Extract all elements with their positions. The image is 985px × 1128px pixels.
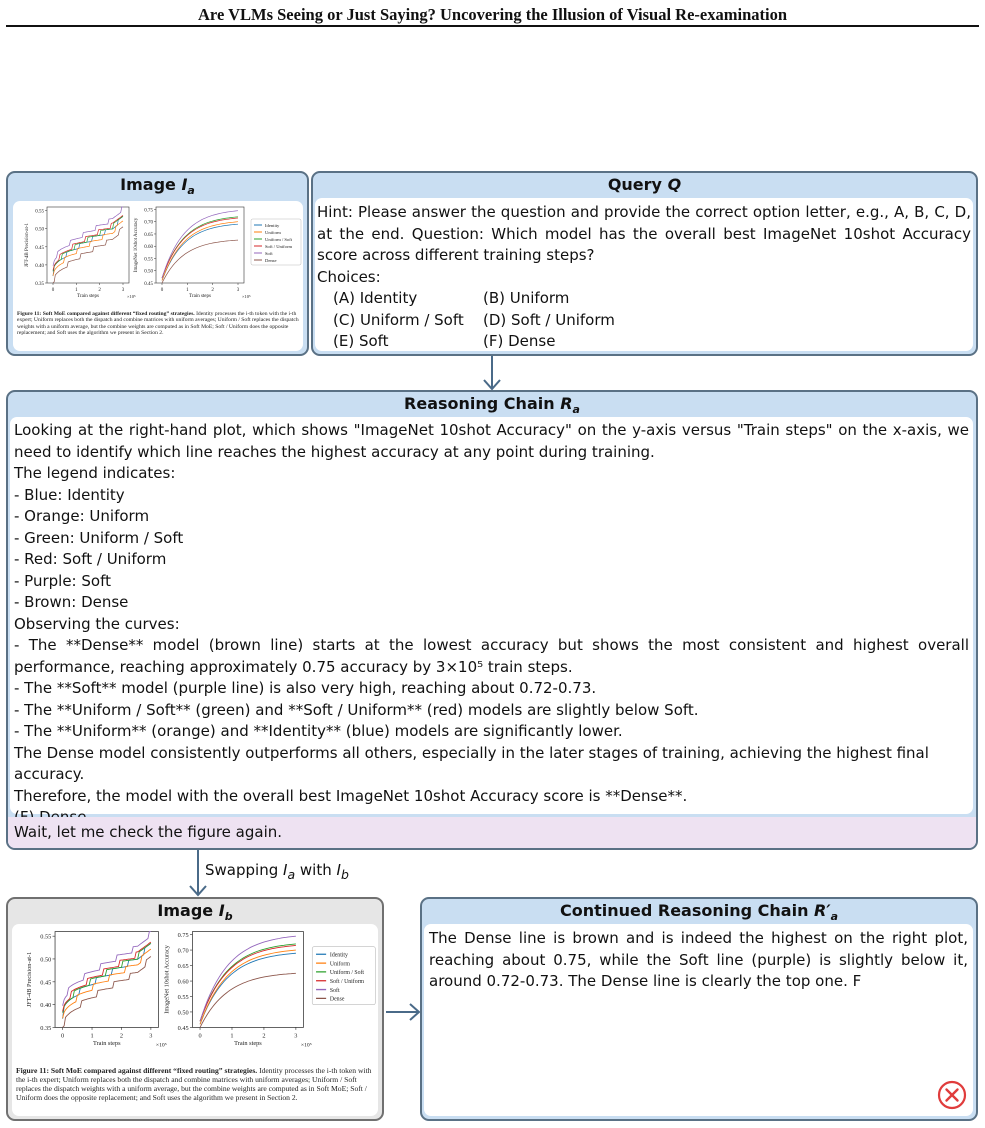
continued-title: Continued Reasoning Chain $R'_a$ [559,901,839,924]
swap-label: Swapping $I_a$ with $I_b$ [205,861,349,882]
query-choices [333,288,971,353]
query-panel [311,171,978,356]
y-tick-label: 0.55 [40,933,52,941]
choice-f: (F) Dense [483,332,556,350]
y-tick-label: 0.50 [40,956,52,964]
x-tick-label: 2 [119,1032,124,1040]
axes-frame [156,207,244,283]
reasoning-line: - The **Uniform / Soft** (green) and **Soft / Uniform** (red) models are slightly below Soft. [14,700,699,719]
x-tick-label: 3 [236,288,240,293]
x-circle-icon [937,1080,967,1110]
axes-frame [55,932,158,1028]
series-line-soft-uniform [162,218,238,278]
paper-title: Are VLMs Seeing or Just Saying? Uncovering the Illusion of Visual Re-examination [198,5,787,24]
x-tick-label: 3 [294,1032,298,1040]
axes-frame [47,207,129,283]
series-line-dense [162,240,238,283]
image-b-panel [6,897,384,1121]
series-line-uniform [162,222,238,281]
y-tick-label: 0.35 [35,282,44,287]
y-tick-label: 0.60 [177,978,189,986]
image-a-plots [13,201,303,313]
y-tick-label: 0.40 [40,1002,52,1010]
x-multiplier: ×10⁵ [127,294,136,299]
reasoning-line: The Dense model consistently outperforms all others, especially in the later stages of training, achieving the highest final accuracy. [14,743,929,783]
reasoning-line: - Brown: Dense [14,593,129,611]
legend-label: Dense [329,996,345,1003]
y-tick-label: 0.50 [144,269,153,275]
legend-label: Uniform [265,229,281,235]
y-tick-label: 0.40 [35,263,44,269]
legend-label: Soft / Uniform [265,243,293,249]
y-axis-label: ImageNet 10shot Accuracy [134,217,139,273]
x-tick-label: 2 [98,288,101,293]
query-body [315,198,973,351]
continued-panel [420,897,978,1121]
y-tick-label: 0.45 [144,282,153,287]
image-a-caption: Figure 11: Soft MoE compared against different “fixed routing” strategies. Identity processes the i-th token with the i-th expert; Uniform replaces both the dispatch and combine matrices with uniform averages; Uniform / Soft replaces the dispatch weights with a uniform average, but the combine weights are computed as in Soft MoE; Soft / Uniform does the opposite replacement; and Soft uses the algorithm we present in Section 2. [17,311,299,337]
y-tick-label: 0.60 [144,245,153,251]
x-axis-label: Train steps [189,294,211,299]
series-line-soft [200,936,296,1021]
y-tick-label: 0.35 [40,1024,52,1032]
x-axis-label: Train steps [92,1040,121,1048]
reasoning-line: - Red: Soft / Uniform [14,550,167,568]
y-tick-label: 0.70 [144,220,153,226]
reasoning-line: - Orange: Uniform [14,507,150,525]
reasoning-intro: Looking at the right-hand plot, which shows "ImageNet 10shot Accuracy" on the y-axis versus "Train steps" on the x-axis, we need to identify which line reaches the highest accuracy at any point during training. [14,421,969,461]
wait-text: Wait, let me check the figure again. [14,823,283,841]
series-line-uniform-soft [200,944,296,1021]
series-line-dense [53,227,123,283]
y-tick-label: 0.45 [35,245,44,251]
choice-b: (B) Uniform [483,289,570,307]
legend-label: Soft [329,987,340,994]
x-tick-label: 0 [198,1032,202,1040]
legend-label: Identity [329,952,348,959]
reasoning-line: Therefore, the model with the overall best ImageNet 10shot Accuracy score is **Dense**. [14,786,688,805]
series-line-uniform-soft [162,217,238,278]
x-tick-label: 2 [211,288,214,293]
reasoning-line: Observing the curves: [14,614,180,633]
reasoning-line: The legend indicates: [14,464,176,482]
x-multiplier: ×10⁵ [155,1042,167,1049]
x-axis-label: Train steps [77,294,99,299]
y-tick-label: 0.65 [144,232,153,238]
y-tick-label: 0.75 [177,932,189,940]
x-tick-label: 3 [121,288,125,293]
series-line-soft [162,211,238,278]
reasoning-line: - Blue: Identity [14,485,125,504]
down-arrow-1 [480,356,504,392]
image-b-plots [12,924,378,1069]
right-arrow [386,1000,422,1024]
reasoning-title: Reasoning Chain $R_a$ [404,394,580,417]
x-tick-label: 0 [61,1032,65,1040]
legend-label: Uniform / Soft [265,236,293,242]
y-tick-label: 0.45 [177,1024,189,1032]
image-a-title: Image $I_a$ [120,175,195,198]
header-rule [6,25,979,27]
legend-label: Dense [265,257,277,263]
continued-text: The Dense line is brown and is indeed the highest on the right plot, reaching about 0.75, while the Soft line (purple) is slightly below it, around 0.72-0.73. The Dense line is clearly the top one. F [429,929,968,990]
legend-label: Uniform [329,961,350,968]
reasoning-line: - Green: Uniform / Soft [14,528,184,547]
reasoning-dense-line: - The **Dense** model (brown line) starts at the lowest accuracy but shows the most consistent and highest overall performance, reaching approximately 0.75 accuracy by 3×10⁵ train steps. [14,636,969,676]
legend-label: Soft / Uniform [329,979,365,986]
x-tick-label: 2 [262,1032,266,1040]
y-tick-label: 0.70 [177,947,189,955]
image-b-figure [12,924,378,1116]
x-multiplier: ×10⁵ [242,294,251,299]
x-tick-label: 1 [90,1032,94,1040]
query-hint: Hint: Please answer the question and provide the correct option letter, e.g., A, B, C, D, at the end. Question: Which model has the overall best ImageNet 10shot Accuracy score across different training steps? [317,203,971,264]
y-tick-label: 0.55 [35,209,44,215]
choice-e: (E) Soft [333,332,389,350]
y-axis-label: JFT-4B Precision-at-1 [25,222,30,268]
x-multiplier: ×10⁵ [300,1042,312,1049]
y-axis-label: ImageNet 10shot Accuracy [163,945,171,1014]
image-a-figure [13,201,303,351]
y-tick-label: 0.45 [40,979,52,987]
y-axis-label: JFT-4B Precision-at-1 [26,951,34,1008]
legend-label: Uniform / Soft [329,970,365,977]
x-tick-label: 1 [186,288,189,293]
reasoning-line: - The **Uniform** (orange) and **Identity** (blue) models are significantly lower. [14,722,623,740]
series-line-soft-uniform [200,945,296,1021]
choice-c: (C) Uniform / Soft [333,310,464,329]
reasoning-body [10,417,973,814]
continued-body [424,924,973,1116]
y-tick-label: 0.50 [35,227,44,233]
y-tick-label: 0.65 [177,963,189,971]
query-choices-label: Choices: [317,267,381,286]
x-axis-label: Train steps [234,1040,262,1048]
reasoning-line: - Purple: Soft [14,571,111,590]
y-tick-label: 0.55 [177,994,189,1002]
x-tick-label: 0 [160,288,164,293]
image-a-panel [6,171,309,356]
x-tick-label: 0 [51,288,55,293]
legend-label: Identity [265,222,280,228]
reasoning-line: - The **Soft** model (purple line) is also very high, reaching about 0.72-0.73. [14,679,597,697]
y-tick-label: 0.55 [144,257,153,263]
legend-label: Soft [265,250,273,256]
series-line-uniform [200,950,296,1024]
y-tick-label: 0.75 [144,208,153,214]
choice-a: (A) Identity [333,289,418,307]
query-title: Query Q [607,175,682,194]
series-line-dense [63,957,151,1028]
y-tick-label: 0.50 [177,1009,189,1017]
choice-d: (D) Soft / Uniform [483,310,615,329]
x-tick-label: 1 [75,288,78,293]
reasoning-panel [6,390,978,850]
axes-frame [192,932,303,1028]
image-b-caption: Figure 11: Soft MoE compared against different “fixed routing” strategies. Identity processes the i-th token with the i-th expert; Uniform replaces both the dispatch and combine matrices with uniform averages; Uniform / Soft replaces the dispatch weights with a uniform average, but the combine weights are computed as in Soft MoE; Soft / Uniform does the opposite replacement; and Soft uses the algorithm we present in Section 2. [16,1066,372,1102]
x-tick-label: 1 [230,1032,234,1040]
image-b-title: Image $I_b$ [157,901,233,924]
series-line-dense [200,973,296,1027]
x-tick-label: 3 [149,1032,153,1040]
